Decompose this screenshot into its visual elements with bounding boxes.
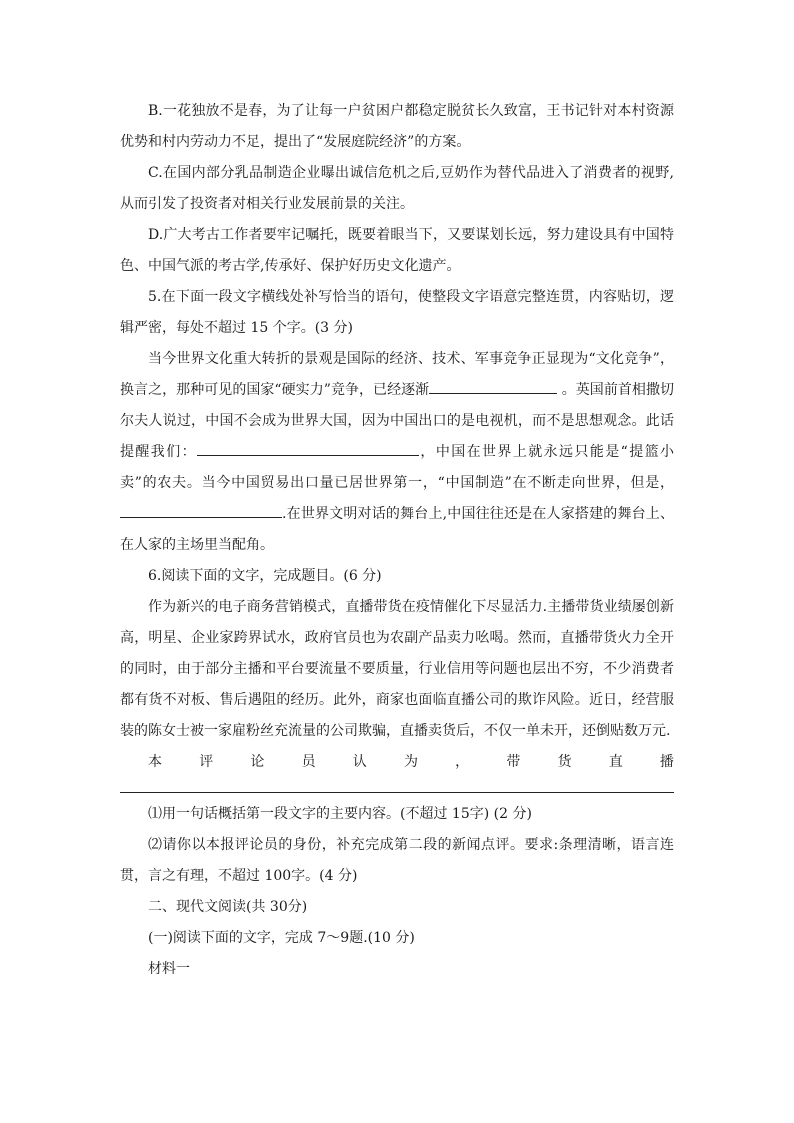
q5-text-part1: 当今世界文化重大转折的景观是国际的经济、技术、军事竞争正显现为“文化竞争”，换言之，那种可见的国家“硬实力”竞争，已经逐渐 — [120, 351, 674, 398]
commentary-char: 论 — [250, 754, 265, 770]
commentary-char: 直 — [608, 754, 623, 770]
commentary-char: 货 — [557, 754, 572, 770]
commentary-line — [120, 747, 674, 778]
commentary-char: 认 — [352, 754, 367, 770]
document-page — [120, 96, 674, 985]
commentary-char: 播 — [659, 754, 674, 770]
fill-blank-1[interactable] — [429, 377, 557, 394]
commentary-char: 员 — [301, 754, 316, 770]
section-2-heading: 二、现代文阅读(共 30分) — [148, 899, 308, 915]
question-6-sub1: ⑴用一句话概括第一段文字的主要内容。(不超过 15字) (2 分) — [148, 806, 532, 822]
section-2-subheading: (一)阅读下面的文字，完成 7～9题.(10 分) — [148, 930, 415, 946]
q5-text-part2: 。英国前首相撒切尔夫人说过，中国不会成为世界大国，因为中国出口的是电视机，而不是思想观念。此话提醒我们： — [120, 382, 674, 460]
question-5-passage — [120, 344, 674, 561]
commentary-char: 带 — [506, 754, 521, 770]
q5-text-part4: .在世界文明对话的舞台上,中国往往还是在人家搭建的舞台上、在人家的主场里当配角。 — [120, 506, 674, 553]
commentary-char: ， — [455, 754, 470, 770]
question-5-prompt: 5.在下面一段文字横线处补写恰当的语句，使整段文字语意完整连贯，内容贴切，逻辑严密，每处不超过 15 个字。(3 分) — [120, 289, 674, 336]
material-label: 材料一 — [148, 961, 190, 977]
option-c: C.在国内部分乳品制造企业曝出诚信危机之后,豆奶作为替代品进入了消费者的视野,从而引发了投资者对相关行业发展前景的关注。 — [120, 165, 674, 212]
q5-text-part3: ，中国在世界上就永远只能是“提篮小卖”的农夫。当今中国贸易出口量已居世界第一，“中国制造”在不断走向世界，但是， — [120, 444, 675, 491]
question-6-prompt: 6.阅读下面的文字，完成题目。(6 分) — [148, 568, 382, 584]
fill-blank-2[interactable] — [197, 439, 419, 456]
commentary-answer-line[interactable] — [120, 778, 674, 793]
commentary-char: 评 — [199, 754, 214, 770]
question-6-sub2: ⑵请你以本报评论员的身份，补充完成第二段的新闻点评。要求:条理清晰，语言连贯，言之有理，不超过 100字。(4 分) — [120, 837, 674, 884]
option-b: B.一花独放不是春，为了让每一户贫困户都稳定脱贫长久致富，王书记针对本村资源优势和村内劳动力不足，提出了“发展庭院经济”的方案。 — [120, 103, 674, 150]
question-6-passage: 作为新兴的电子商务营销模式，直播带货在疫情催化下尽显活力.主播带货业绩屡创新高，明星、企业家跨界试水，政府官员也为农副产品卖力吆喝。然而，直播带货火力全开的同时，由于部分主播和平台要流量不要质量，行业信用等问题也层出不穷，不少消费者都有货不对板、售后遇阻的经历。此外，商家也面临直播公司的欺诈风险。近日，经营服装的陈女士被一家雇粉丝充流量的公司欺骗，直播卖货后，不仅一单未开，还倒贴数万元. — [120, 599, 674, 739]
commentary-char: 为 — [403, 754, 418, 770]
option-d: D.广大考古工作者要牢记嘱托，既要着眼当下，又要谋划长远，努力建设具有中国特色、中国气派的考古学,传承好、保护好历史文化遗产。 — [120, 227, 674, 274]
fill-blank-3[interactable] — [120, 501, 282, 518]
commentary-char: 本 — [148, 754, 162, 770]
